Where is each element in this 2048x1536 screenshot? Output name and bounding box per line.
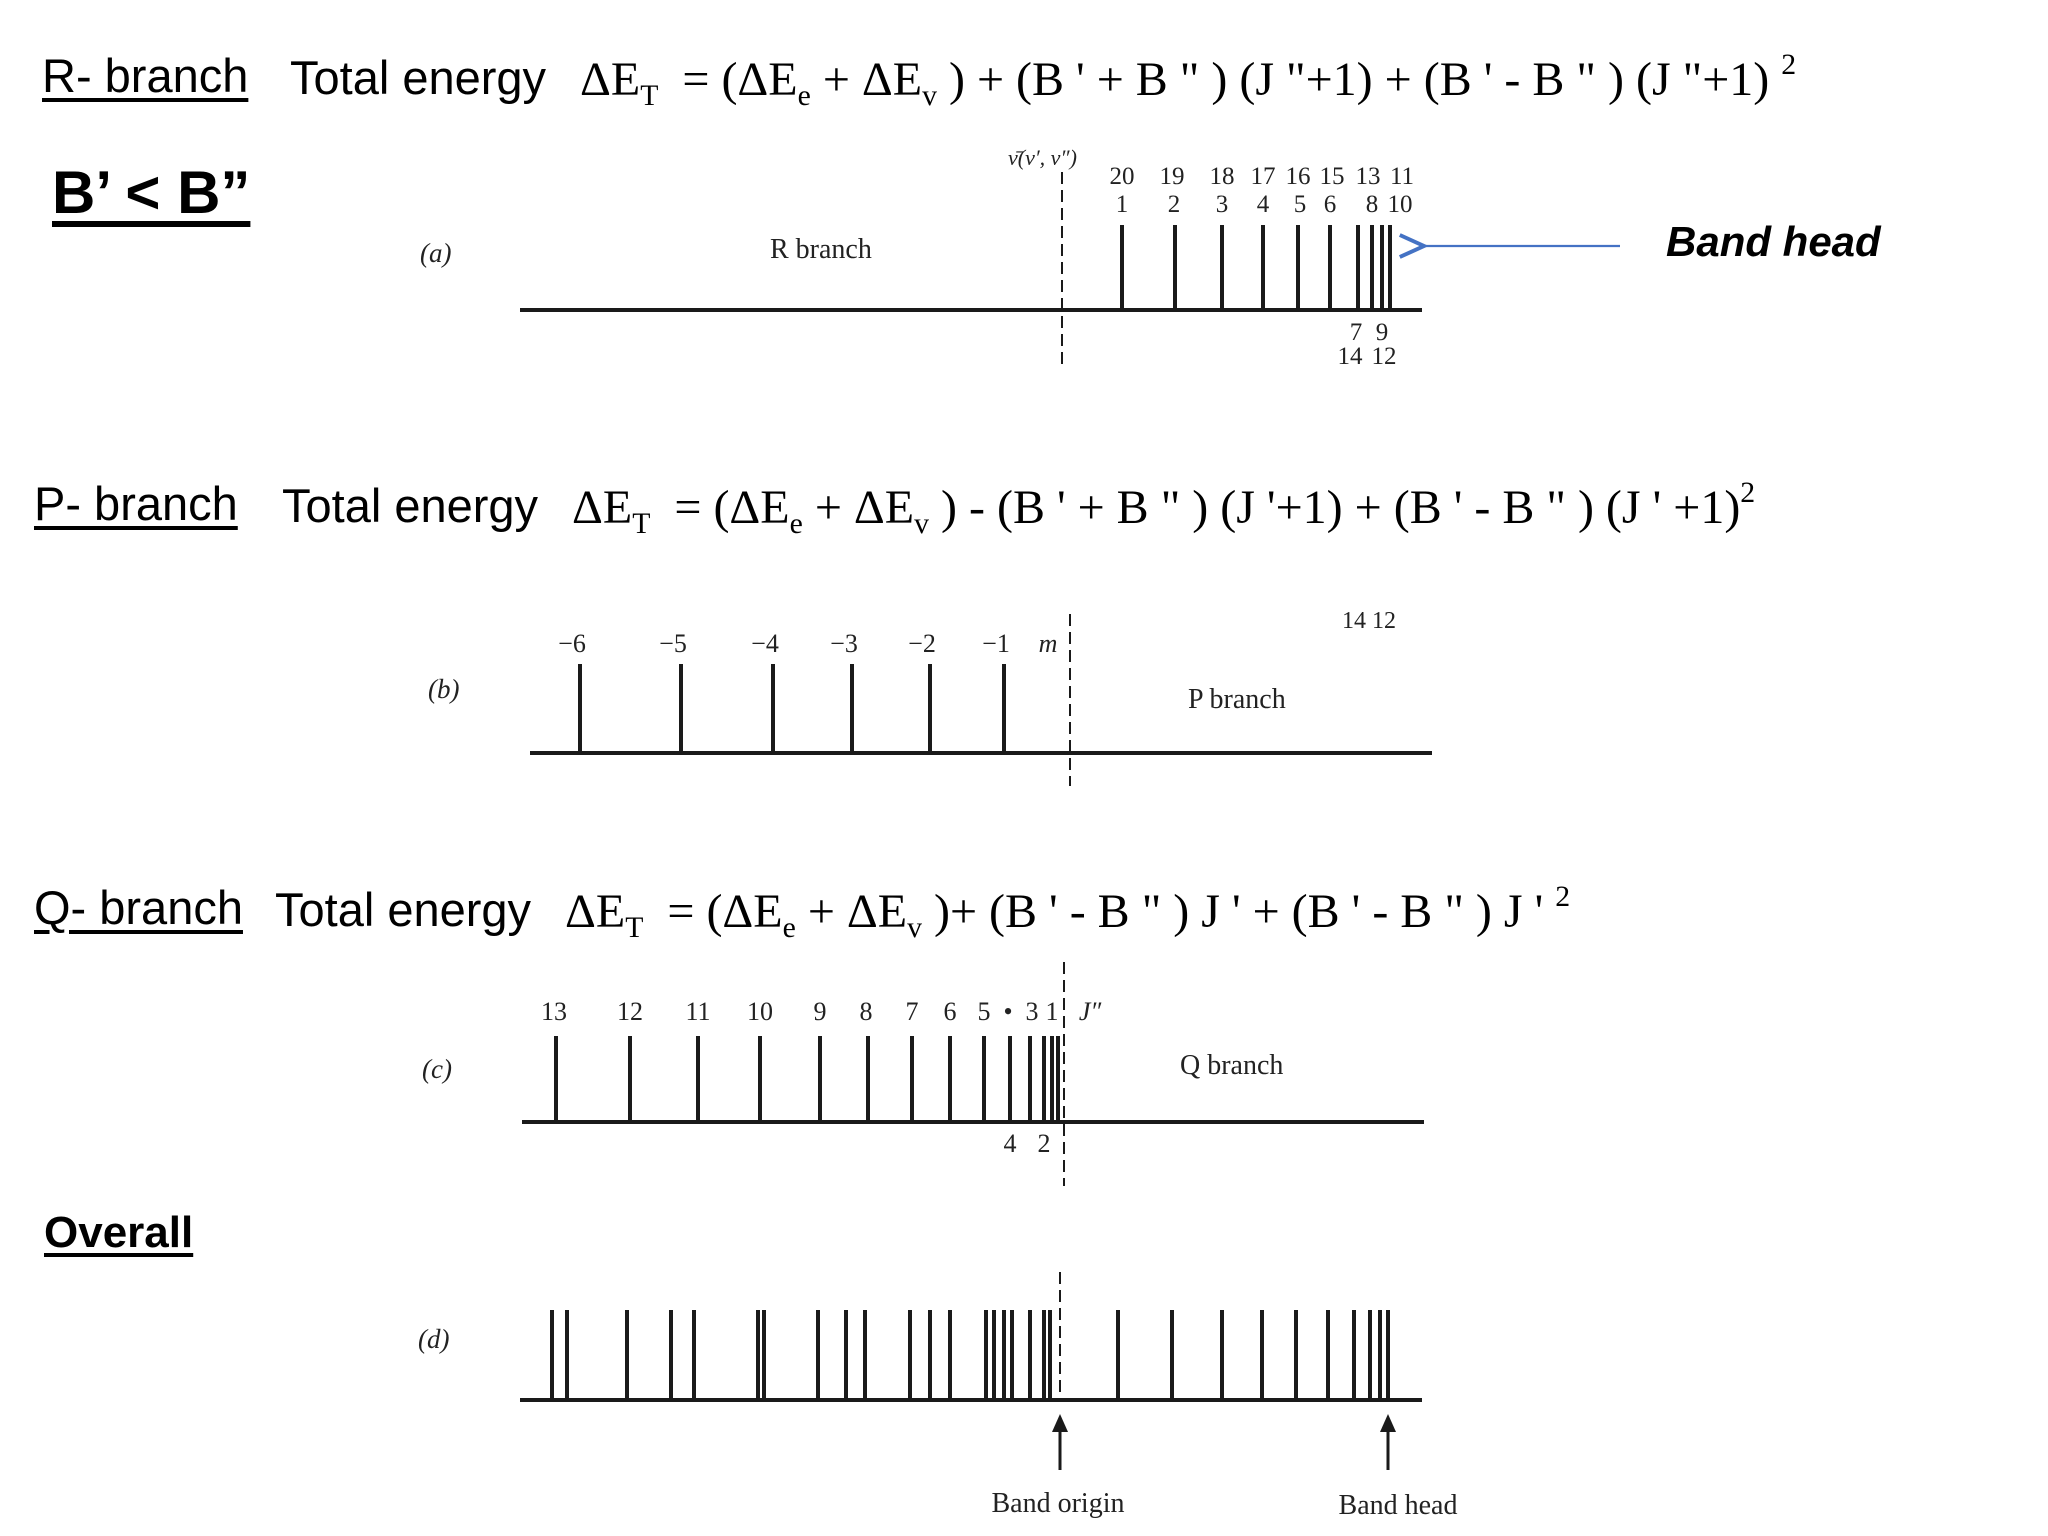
- panel-c-j-label: 13: [541, 997, 567, 1026]
- panel-b-lines: [580, 664, 1004, 753]
- panel-c-j-label: 7: [905, 997, 919, 1026]
- p-branch-heading: P- branch: [34, 477, 238, 530]
- p-branch-total-energy-label: Total energy: [282, 479, 539, 532]
- panel-a-upper-label: 13: [1355, 163, 1381, 190]
- panel-a-upper-label: 16: [1285, 163, 1311, 190]
- r-branch-total-energy-label: Total energy: [290, 51, 547, 104]
- panel-a-upper-label: 4: [1256, 191, 1270, 218]
- panel-a-upper-label: 10: [1387, 191, 1413, 218]
- panel-a-upper-label: 1: [1115, 191, 1129, 218]
- panel-c-j-label: 10: [747, 997, 773, 1026]
- panel-b-tag: (b): [428, 674, 460, 704]
- panel-a-lower-label: 12: [1371, 343, 1397, 370]
- panel-b-m-label: −2: [908, 629, 936, 658]
- panel-a-lines: [1122, 225, 1390, 310]
- panel-a-title: R branch: [770, 234, 872, 265]
- q-branch-equation: $\Delta E_T = (\Delta E_e + \Delta E_v$ )+ (B ' - B " ) J ' + (B ' - B " ) J ' $^2$: [565, 880, 1571, 945]
- q-branch-total-energy-label: Total energy: [275, 883, 532, 936]
- panel-a-upper-label: 17: [1250, 163, 1276, 190]
- panel-a-upper-label: 20: [1109, 163, 1135, 190]
- panel-a-origin-label: ν̄(v′, v″): [1008, 145, 1077, 170]
- panel-b-m-symbol: m: [1038, 629, 1058, 658]
- panel-b-m-label: −6: [558, 629, 586, 658]
- panel-c-title: Q branch: [1180, 1050, 1284, 1081]
- panel-c-j-label: 11: [685, 997, 711, 1026]
- panel-d-overall: [418, 1272, 1457, 1521]
- panel-a-lower-label: 9: [1375, 319, 1389, 346]
- panel-c-j-symbol: J″: [1078, 997, 1102, 1026]
- band-head-annotation: Band head: [1666, 218, 1881, 265]
- panel-b-p-branch: [428, 608, 1432, 786]
- panel-d-tag: (d): [418, 1324, 450, 1354]
- panel-b-m-label: −5: [659, 629, 687, 658]
- condition-b-prime-less-than-b-double-prime: B’ < B”: [52, 159, 251, 226]
- panel-c-q-branch: [422, 962, 1424, 1186]
- panel-a-lower-label: 14: [1337, 343, 1363, 370]
- panel-c-lines: [556, 1036, 1058, 1122]
- panel-c-j-label: 6: [943, 997, 957, 1026]
- panel-b-stray-text: 14 12: [1342, 608, 1396, 634]
- panel-a-upper-label: 2: [1167, 191, 1181, 218]
- panel-a-upper-label: 5: [1293, 191, 1307, 218]
- r-branch-heading: R- branch: [42, 49, 249, 102]
- panel-a-lower-label: 7: [1349, 319, 1363, 346]
- band-head-label: Band head: [1338, 1490, 1458, 1521]
- q-branch-heading: Q- branch: [34, 881, 243, 934]
- panel-b-m-label: −4: [751, 629, 779, 658]
- panel-b-title: P branch: [1188, 684, 1286, 715]
- panel-c-j-label: 8: [859, 997, 873, 1026]
- panel-a-upper-label: 19: [1159, 163, 1185, 190]
- band-origin-label: Band origin: [991, 1488, 1125, 1519]
- band-origin-arrowhead: [1052, 1414, 1068, 1432]
- panel-a-tag: (a): [420, 238, 452, 268]
- r-branch-equation: $\Delta E_T = (\Delta E_e + \Delta E_v$ ) + (B ' + B " ) (J "+1) + (B ' - B " ) (J "+1) $^2$: [580, 48, 1797, 113]
- panel-c-j-label: 1: [1045, 997, 1059, 1026]
- panel-a-upper-label: 11: [1389, 163, 1415, 190]
- panel-c-j-label: 9: [813, 997, 827, 1026]
- band-head-bottom-arrowhead: [1380, 1414, 1396, 1432]
- panel-a-r-branch: [420, 145, 1620, 370]
- panel-c-j-label: 3: [1025, 997, 1039, 1026]
- panel-a-upper-label: 18: [1209, 163, 1235, 190]
- panel-a-upper-label: 8: [1365, 191, 1379, 218]
- panel-a-upper-label: 6: [1323, 191, 1337, 218]
- panel-a-upper-label: 3: [1215, 191, 1229, 218]
- overall-heading: Overall: [44, 1208, 194, 1257]
- panel-c-j-bottom-label: 4: [1003, 1129, 1017, 1158]
- p-branch-equation: $\Delta E_T = (\Delta E_e + \Delta E_v$ ) - (B ' + B " ) (J '+1) + (B ' - B " ) (J ' +1)$^2$: [572, 476, 1756, 541]
- panel-c-j-label: •: [1003, 997, 1013, 1026]
- panel-c-j-label: 12: [617, 997, 643, 1026]
- panel-c-j-bottom-label: 2: [1037, 1129, 1051, 1158]
- panel-a-upper-label: 15: [1319, 163, 1345, 190]
- panel-b-m-label: −3: [830, 629, 858, 658]
- panel-c-tag: (c): [422, 1054, 452, 1084]
- panel-d-lines: [552, 1310, 1388, 1400]
- panel-c-j-label: 5: [977, 997, 991, 1026]
- panel-b-m-label: −1: [982, 629, 1010, 658]
